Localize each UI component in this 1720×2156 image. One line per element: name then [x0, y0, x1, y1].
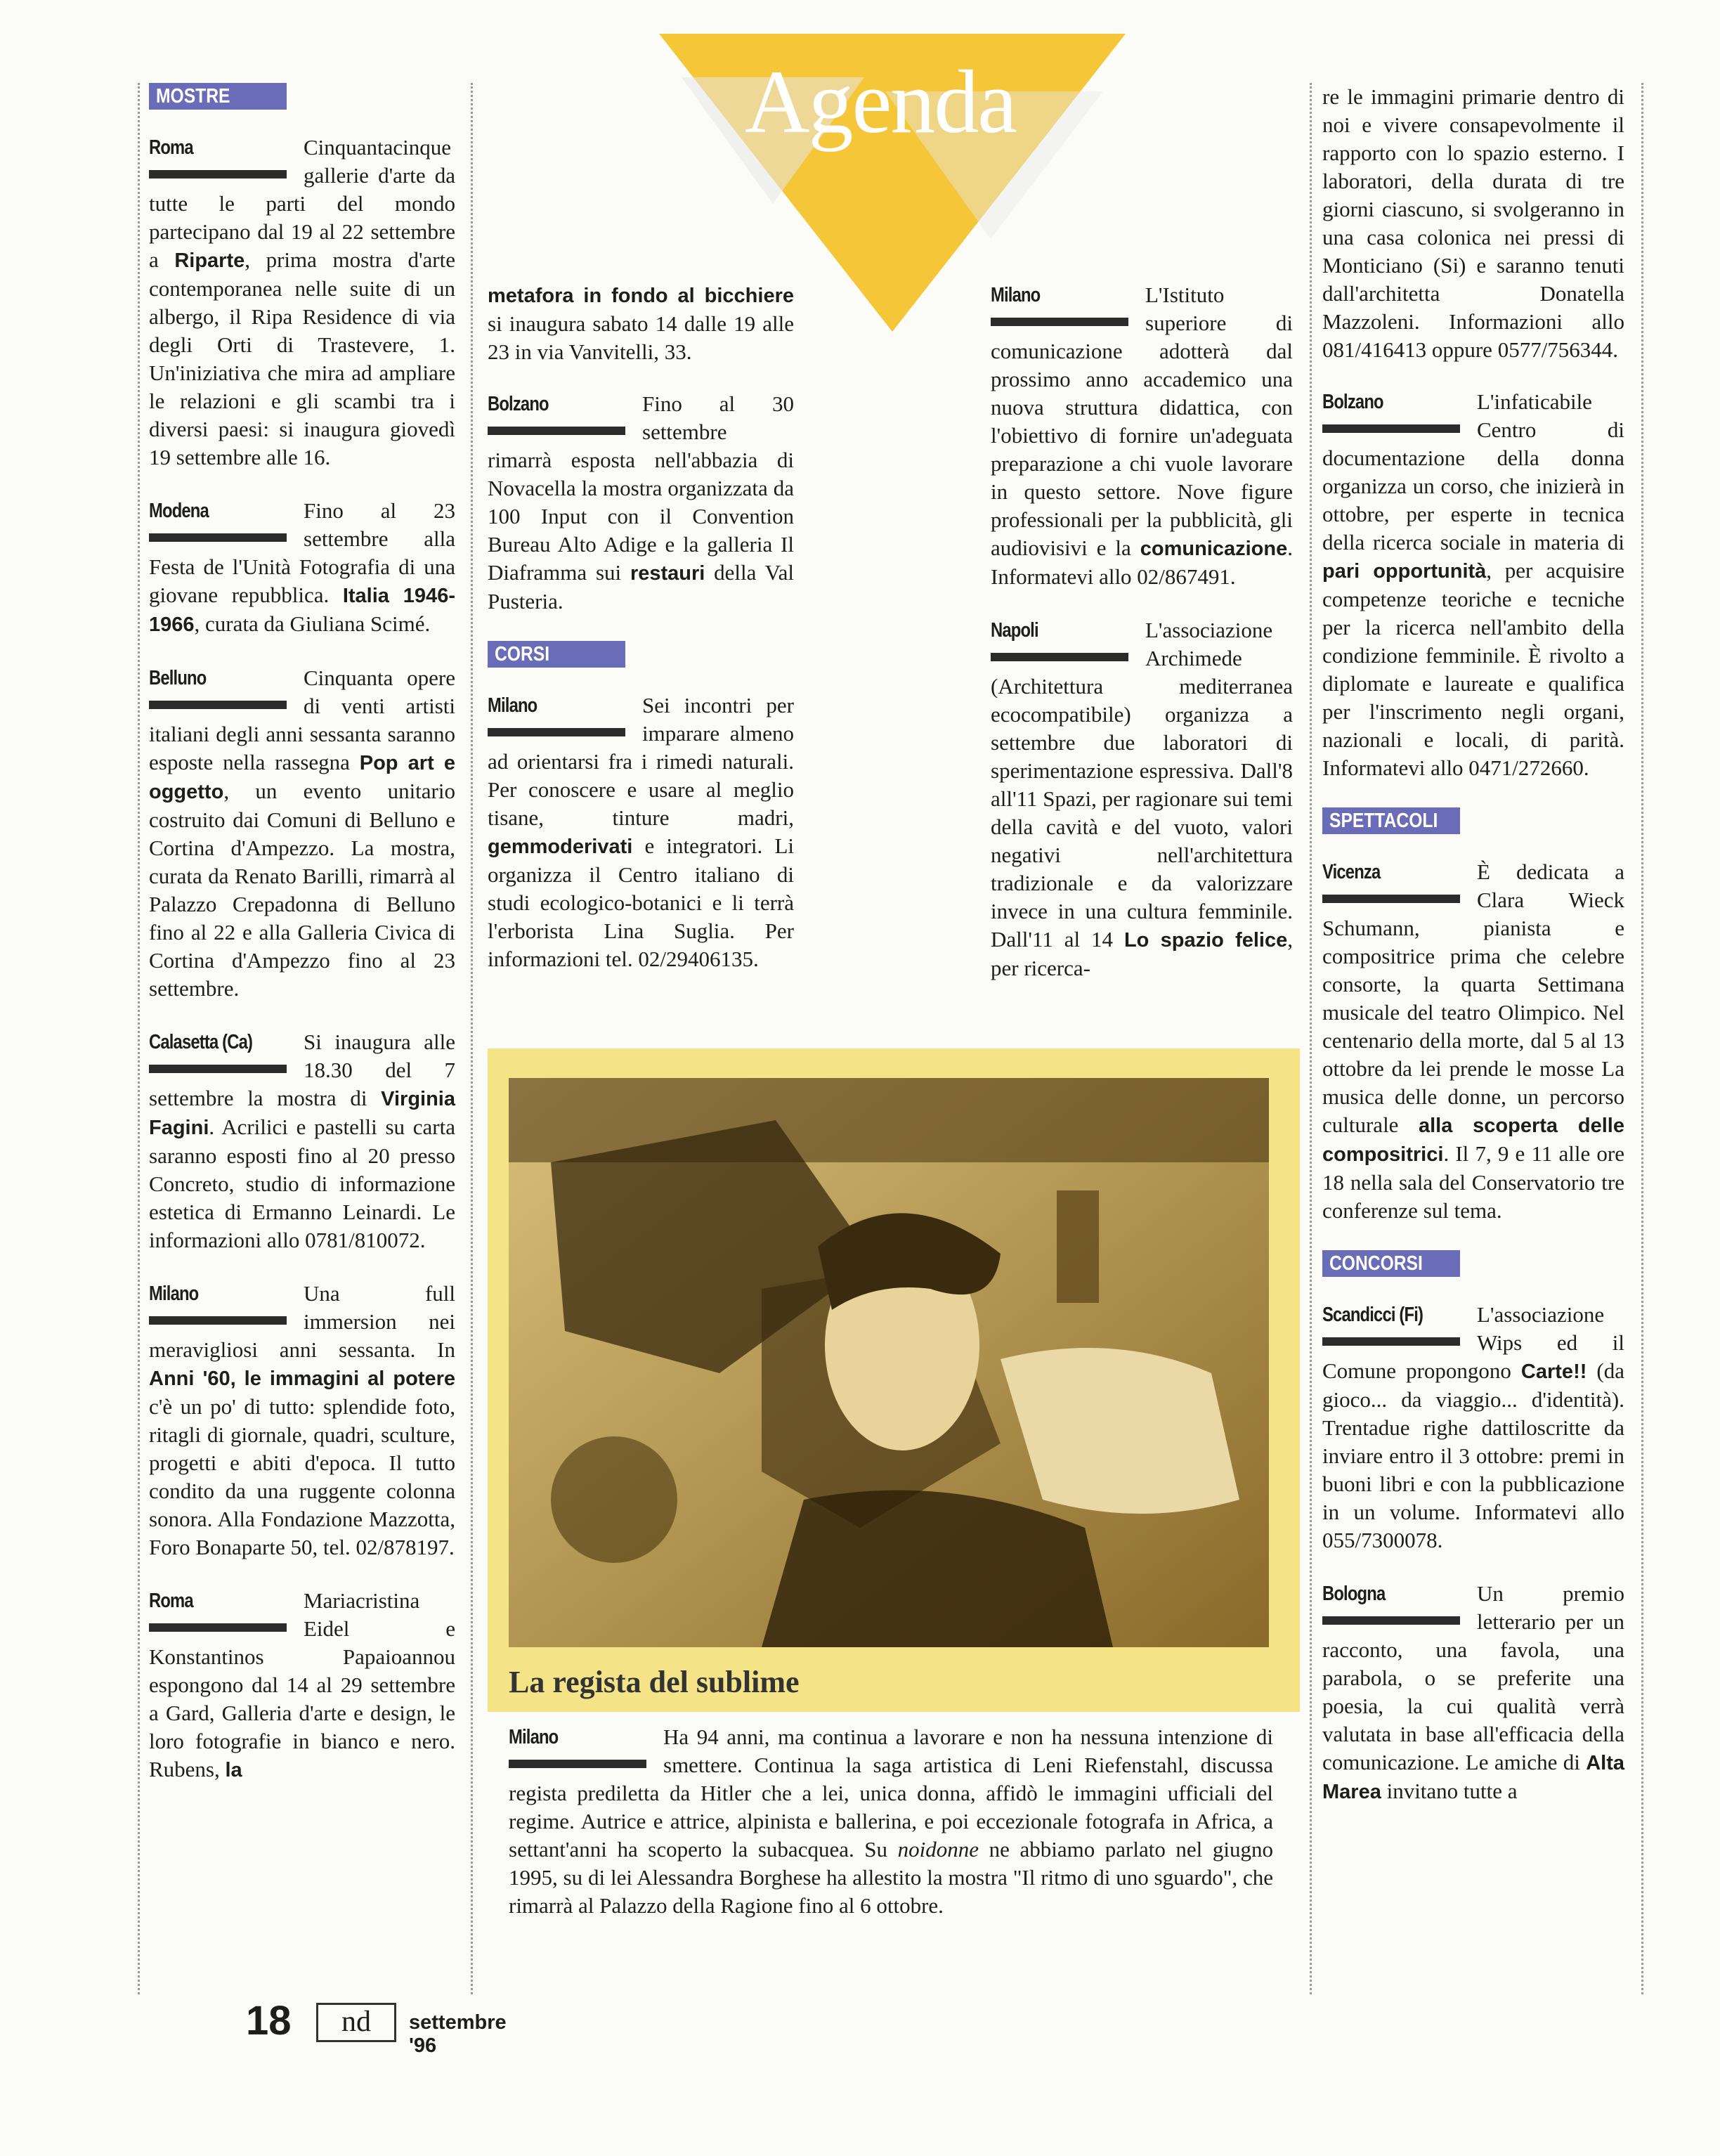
city-name: Roma — [149, 1590, 193, 1612]
body-text: Sei incontri per imparare almeno ad orientarsi fra i rimedi naturali. Per conoscere e usare al meglio tisane, tinture madri, — [488, 693, 794, 830]
city-label — [1322, 1301, 1470, 1356]
entry — [991, 616, 1293, 982]
city-name: Napoli — [991, 619, 1038, 642]
city-label — [149, 134, 297, 188]
body-text: Ha 94 anni, ma continua a lavorare e non ha nessuna intenzione di smettere. Continua la saga artistica di Leni Riefenstahl, discussa regista prediletta da Hitler che a lei, unica donna, affidò le immagini ufficiali del regime. Autrice e attrice, alpinista e ballerina, e poi eccezionale fotografa in Africa, a settant'anni ha scoperto la subacquea. Su — [509, 1725, 1273, 1862]
city-bar — [1322, 895, 1460, 903]
body-text: . Il 7, 9 e 11 alle ore 18 nella sala del Conservatorio tre conferenze sul tema. — [1322, 1141, 1624, 1223]
body-text: Cinquantacinque gallerie d'arte da tutte le parti del mondo partecipano dal 19 al 22 settembre a — [149, 135, 455, 272]
city-name: Bolzano — [488, 393, 549, 415]
body-text: , prima mostra d'arte contemporanea nelle suite di un albergo, il Ripa Residence di via degli Orti di Trastevere, 1. Un'iniziativa che mira ad ampliare le relazioni e gli scambi tra i diversi paesi: si inaugura giovedì 19 settembre alle 16. — [149, 247, 455, 469]
body-text: L'associazione Archimede (Architettura mediterranea ecocompatibile) organizza a settembre due laboratori di sperimentazione espressiva. Dall'8 all'11 Spazi, per ragionare sui temi della cavità e del vuoto, valori negativi nell'architettura tradizionale e da valorizzare invece in una cultura femminile. Dall'11 al 14 — [991, 618, 1293, 952]
body-text: L'infaticabile Centro di documentazione della donna organizza un corso, che inizierà in ottobre, per esperte in tecnica della ricerca sociale in materia di — [1322, 389, 1624, 554]
highlight-text: metafora in fondo al bicchiere — [488, 285, 794, 307]
body-text: , curata da Giuliana Scimé. — [194, 611, 431, 636]
entry — [149, 134, 455, 472]
body-text: L'associazione Wips ed il Comune propongono — [1322, 1302, 1624, 1383]
body-text: , per acquisire competenze teoriche e tecniche per la ricerca nell'ambito della condizione femminile. È rivolto a diplomate e laureate e qualifica per l'inscrimento negli organi, nazionali e locali, di parità. Informatevi allo 0471/272660. — [1322, 558, 1624, 780]
body-text: della Val Pusteria. — [488, 560, 794, 613]
entry — [1322, 388, 1624, 782]
city-name: Milano — [149, 1282, 199, 1305]
body-text: Cinquanta opere di venti artisti italiani degli anni sessanta saranno esposte nella rassegna — [149, 665, 455, 774]
page-number: 18 — [246, 1998, 292, 2044]
entry-bolzano — [488, 390, 794, 616]
highlight-text: Alta Marea — [1322, 1752, 1624, 1803]
city-bar — [991, 653, 1128, 661]
city-name: Calasetta (Ca) — [149, 1031, 253, 1053]
column-4 — [1322, 83, 1624, 1831]
city-label — [991, 616, 1138, 671]
section-label-spettacoli: SPETTACOLI — [1322, 807, 1460, 834]
corsi-list-col2 — [488, 691, 794, 973]
highlight-text: restauri — [630, 562, 705, 585]
entry — [1322, 1301, 1624, 1554]
body-text: Una full immersion nei meravigliosi anni sessanta. In — [149, 1281, 455, 1362]
city-label — [1322, 1580, 1470, 1635]
entry — [149, 664, 455, 1003]
body-text: Mariacristina Eidel e Konstantinos Papaioannou espongono dal 14 al 29 settembre a Gard, Galleria d'arte e design, le loro fotografie in bianco e nero. Rubens, — [149, 1588, 455, 1781]
concorsi-list — [1322, 1301, 1624, 1806]
feature-text — [509, 1723, 1273, 1920]
column-2 — [488, 281, 794, 999]
column-1 — [149, 83, 455, 1810]
column-divider — [471, 83, 473, 1994]
feature-box — [488, 1048, 1300, 1918]
entry — [488, 390, 794, 616]
city-name: Scandicci (Fi) — [1322, 1304, 1423, 1326]
body-text: re le immagini primarie dentro di noi e vivere consapevolmente il rapporto con lo spazio esterno. I laboratori, della durata di tre giorni ciascuno, si svolgeranno in una casa colonica nei pressi di Monticiano (Si) e saranno tenuti dall'architetta Donatella Mazzoleni. Informazioni allo 081/416413 oppure 0577/756344. — [1322, 84, 1624, 362]
city-name: Milano — [488, 694, 538, 717]
body-text: Un premio letterario per un racconto, una favola, una parabola, o se preferite una poesia, la cui qualità verrà valutata in base all'efficacia della comunicazione. Le amiche di — [1322, 1581, 1624, 1774]
body-text: Fino al 23 settembre alla Festa de l'Unità Fotografia di una giovane repubblica. — [149, 498, 455, 607]
city-label — [149, 497, 297, 552]
entry — [1322, 1580, 1624, 1806]
page-title: Agenda — [745, 52, 1017, 152]
city-name: Bologna — [1322, 1583, 1386, 1605]
highlight-text: la — [225, 1759, 242, 1781]
city-bar — [488, 427, 625, 435]
column-3 — [991, 281, 1293, 1008]
entry — [149, 1028, 455, 1254]
city-label — [488, 390, 635, 445]
entry — [149, 497, 455, 639]
city-bar — [149, 701, 287, 709]
entry — [488, 691, 794, 973]
city-bar — [991, 318, 1128, 326]
city-bar — [149, 1065, 287, 1073]
city-label — [1322, 388, 1470, 443]
city-name: Vicenza — [1322, 861, 1381, 883]
city-label — [149, 664, 297, 719]
body-text: , un evento unitario costruito dai Comuni di Belluno e Cortina d'Ampezzo. La mostra, curata da Renato Barilli, rimarrà al Palazzo Crepadonna di Belluno fino al 22 e alla Galleria Civica di Cortina d'Ampezzo fino al 23 settembre. — [149, 779, 455, 1001]
highlight-text: comunicazione — [1140, 538, 1288, 560]
body-text: c'è un po' di tutto: splendide foto, ritagli di giornale, quadri, sculture, progetti e abiti d'epoca. Il tutto condito da una ruggente colonna sonora. Alla Fondazione Mazzotta, Foro Bonaparte 50, tel. 02/878197. — [149, 1394, 455, 1559]
section-label-concorsi: CONCORSI — [1322, 1250, 1460, 1277]
entry — [1322, 858, 1624, 1225]
highlight-text: Riparte — [174, 249, 245, 272]
entry — [1322, 83, 1624, 364]
entry-bolzano-corso — [1322, 388, 1624, 782]
highlight-text: gemmoderivati — [488, 836, 633, 858]
city-bar — [149, 170, 287, 178]
column-divider — [138, 83, 140, 1994]
feature-photo — [509, 1078, 1269, 1647]
city-label — [991, 281, 1138, 336]
corsi-list-col3 — [991, 281, 1293, 982]
section-label-mostre: MOSTRE — [149, 83, 287, 110]
city-name: Milano — [509, 1726, 559, 1748]
feature-title: La regista del sublime — [509, 1665, 800, 1699]
highlight-text: Carte!! — [1520, 1361, 1587, 1383]
city-label — [149, 1280, 297, 1334]
highlight-text: pari opportunità — [1322, 560, 1487, 583]
section-label-corsi: CORSI — [488, 641, 625, 668]
body-text: si inaugura sabato 14 dalle 19 alle 23 in via Vanvitelli, 33. — [488, 311, 794, 364]
city-bar — [149, 533, 287, 542]
city-label — [149, 1587, 297, 1642]
city-bar — [1322, 1616, 1460, 1625]
body-text: Fino al 30 settembre rimarrà esposta nell'abbazia di Novacella la mostra organizzata da 100 Input con il Convention Bureau Alto Adige e la galleria Il Diaframma sui — [488, 391, 794, 585]
body-text: È dedicata a Clara Wieck Schumann, pianista e compositrice prima che celebre consorte, la quarta Settimana musicale del teatro Olimpico. Nel centenario della morte, dal 5 al 13 ottobre da lei prende le mosse La musica delle donne, un percorso culturale — [1322, 859, 1624, 1137]
city-bar — [1322, 424, 1460, 433]
body-text: (da gioco... da viaggio... d'identità). Trentadue righe dattiloscritte da inviare entro il 3 ottobre: premi in buoni libri e con la pubblicazione in un volume. Informatevi allo 055/7300078. — [1322, 1358, 1624, 1552]
body-text: . Informatevi allo 02/867491. — [991, 535, 1293, 589]
city-bar — [509, 1760, 646, 1768]
body-text: , per ricerca- — [991, 927, 1293, 980]
entry — [149, 1280, 455, 1561]
city-name: Milano — [991, 284, 1041, 306]
city-name: Belluno — [149, 667, 207, 689]
city-bar — [149, 1623, 287, 1632]
city-label — [488, 691, 635, 746]
highlight-text: noidonne — [897, 1837, 979, 1862]
highlight-text: alla scoperta delle compositrici — [1322, 1115, 1624, 1166]
entry — [149, 1587, 455, 1784]
column-divider — [1310, 83, 1312, 1994]
entry — [488, 281, 794, 366]
spettacoli-list — [1322, 858, 1624, 1225]
highlight-text: Anni '60, le immagini al potere — [149, 1368, 455, 1390]
city-label — [149, 1028, 297, 1083]
city-name: Modena — [149, 500, 209, 522]
city-bar — [149, 1316, 287, 1325]
city-name: Roma — [149, 136, 193, 159]
issue-date: settembre '96 — [409, 2011, 507, 2057]
column-divider — [1641, 83, 1643, 1994]
highlight-text: Lo spazio felice — [1123, 929, 1288, 952]
mostre-list — [149, 134, 455, 1784]
city-label — [1322, 858, 1470, 913]
entry — [991, 281, 1293, 591]
body-text: invitano tutte a — [1381, 1779, 1518, 1803]
highlight-text: Pop art e oggetto — [149, 752, 456, 803]
city-label — [509, 1723, 656, 1778]
city-bar — [488, 728, 625, 736]
body-text: L'Istituto superiore di comunicazione adotterà dal prossimo anno accademico una nuova struttura didattica, con l'obiettivo di fornire un'adeguata preparazione a chi vuole lavorare in questo settore. Nove figure professionali per la pubblicità, gli audiovisivi e la — [991, 283, 1293, 560]
highlight-text: Virginia Fagini — [149, 1088, 455, 1139]
body-text: e integratori. Li organizza il Centro italiano di studi ecologico-botanici e li terrà l'erborista Lina Suglia. Per informazioni tel. 02/29406135. — [488, 833, 794, 971]
body-text: ne abbiamo parlato nel giugno 1995, su di lei Alessandra Borghese ha allestito la mostra "Il ritmo di uno sguardo", che rimarrà al Palazzo della Ragione fino al 6 ottobre. — [509, 1837, 1273, 1918]
city-bar — [1322, 1337, 1460, 1346]
entry — [509, 1723, 1273, 1920]
highlight-text: Italia 1946-1966 — [149, 585, 455, 636]
body-text: . Acrilici e pastelli su carta saranno esposti fino al 20 presso Concreto, studio di informazione estetica di Ermanno Leinardi. Le informazioni allo 0781/810072. — [149, 1115, 455, 1252]
body-text: Si inaugura alle 18.30 del 7 settembre la mostra di — [149, 1030, 455, 1110]
city-name: Bolzano — [1322, 391, 1383, 413]
magazine-logo: nd — [316, 2003, 396, 2042]
